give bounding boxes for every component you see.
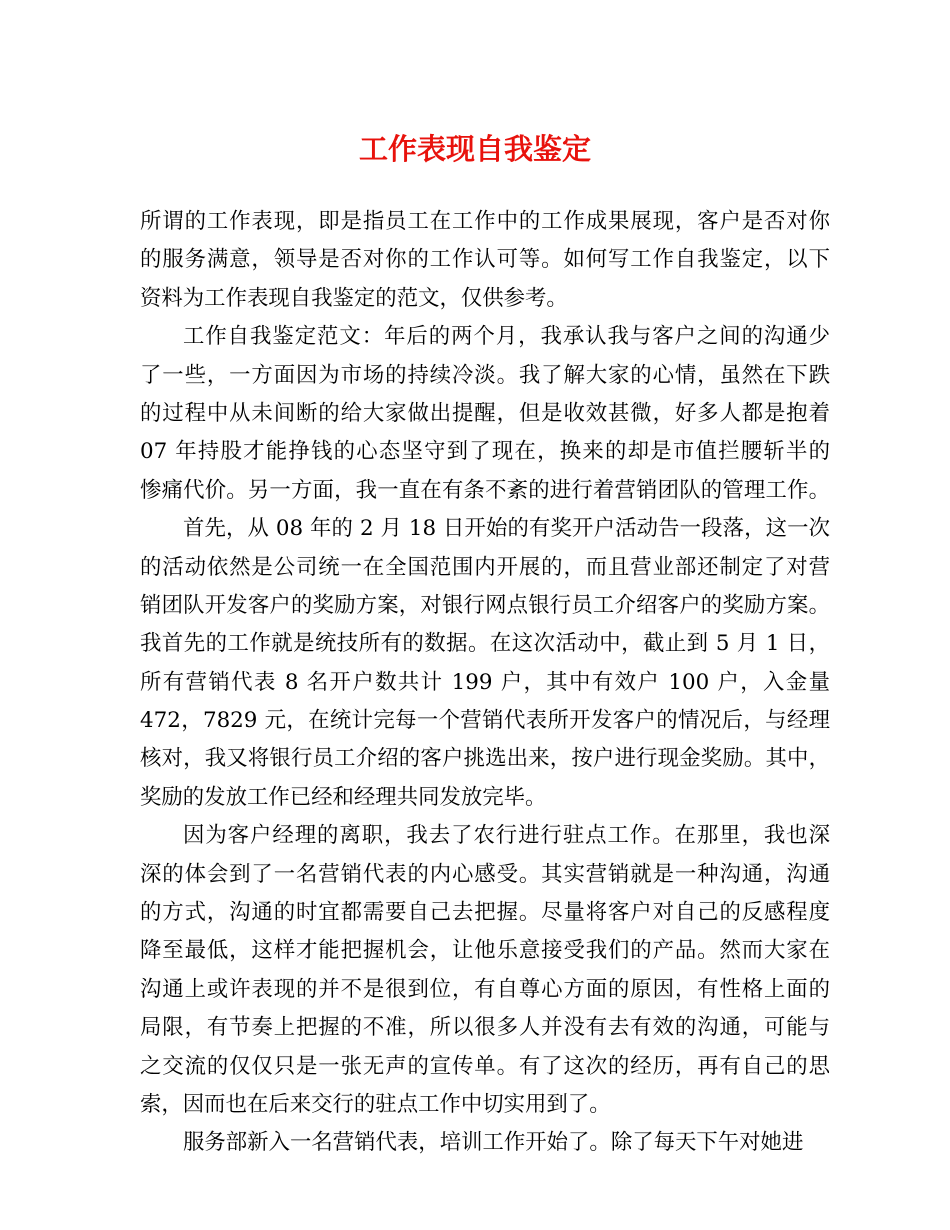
document-body bbox=[140, 203, 830, 1163]
text-line: 的服务满意，领导是否对你的工作认可等。如何写工作自我鉴定，以下 bbox=[140, 247, 830, 273]
text-line: 所有营销代表 8 名开户数共计 199 户，其中有效户 100 户，入金量 bbox=[140, 669, 830, 695]
paragraph bbox=[140, 203, 830, 318]
text-line: 深的体会到了一名营销代表的内心感受。其实营销就是一种沟通，沟通 bbox=[140, 861, 830, 887]
text-line: 因为客户经理的离职，我去了农行进行驻点工作。在那里，我也深 bbox=[183, 823, 830, 849]
text-line: 局限，有节奏上把握的不准，所以很多人并没有去有效的沟通，可能与 bbox=[140, 1015, 830, 1041]
text-line: 我首先的工作就是统技所有的数据。在这次活动中，截止到 5 月 1 日， bbox=[140, 631, 830, 657]
text-line: 的活动依然是公司统一在全国范围内开展的，而且营业部还制定了对营 bbox=[140, 554, 830, 580]
paragraph bbox=[140, 817, 830, 1124]
text-line: 的方式，沟通的时宜都需要自己去把握。尽量将客户对自己的反感程度 bbox=[140, 900, 830, 926]
paragraph bbox=[140, 1124, 830, 1162]
document-title: 工作表现自我鉴定 bbox=[358, 132, 591, 166]
text-line: 核对，我又将银行员工介绍的客户挑选出来，按户进行现金奖励。其中， bbox=[140, 746, 830, 772]
text-line: 之交流的仅仅只是一张无声的宣传单。有了这次的经历，再有自己的思 bbox=[140, 1053, 830, 1079]
paragraph bbox=[140, 510, 830, 817]
text-line: 07 年持股才能挣钱的心态坚守到了现在，换来的却是市值拦腰斩半的 bbox=[140, 439, 830, 465]
text-line: 工作自我鉴定范文：年后的两个月，我承认我与客户之间的沟通少 bbox=[183, 324, 830, 350]
text-line: 降至最低，这样才能把握机会，让他乐意接受我们的产品。然而大家在 bbox=[140, 938, 830, 964]
text-line: 沟通上或许表现的并不是很到位，有自尊心方面的原因，有性格上面的 bbox=[140, 976, 830, 1002]
paragraph bbox=[140, 318, 830, 510]
text-line: 首先，从 08 年的 2 月 18 日开始的有奖开户活动告一段落，这一次 bbox=[183, 516, 830, 542]
text-line: 了一些，一方面因为市场的持续冷淡。我了解大家的心情，虽然在下跌 bbox=[140, 362, 830, 388]
text-line: 所谓的工作表现，即是指员工在工作中的工作成果展现，客户是否对你 bbox=[140, 209, 830, 234]
text-line: 惨痛代价。另一方面，我一直在有条不紊的进行着营销团队的管理工作。 bbox=[140, 477, 830, 503]
text-line: 的过程中从未间断的给大家做出提醒，但是收效甚微，好多人都是抱着 bbox=[140, 400, 830, 426]
text-line: 索，因而也在后来交行的驻点工作中切实用到了。 bbox=[140, 1091, 611, 1117]
text-line: 资料为工作表现自我鉴定的范文，仅供参考。 bbox=[140, 285, 568, 311]
text-line: 服务部新入一名营销代表，培训工作开始了。除了每天下午对她进 bbox=[183, 1130, 804, 1156]
text-line: 奖励的发放工作已经和经理共同发放完毕。 bbox=[140, 784, 547, 810]
text-line: 销团队开发客户的奖励方案，对银行网点银行员工介绍客户的奖励方案。 bbox=[140, 592, 830, 618]
text-line: 472，7829 元，在统计完每一个营销代表所开发客户的情况后，与经理 bbox=[140, 708, 830, 734]
